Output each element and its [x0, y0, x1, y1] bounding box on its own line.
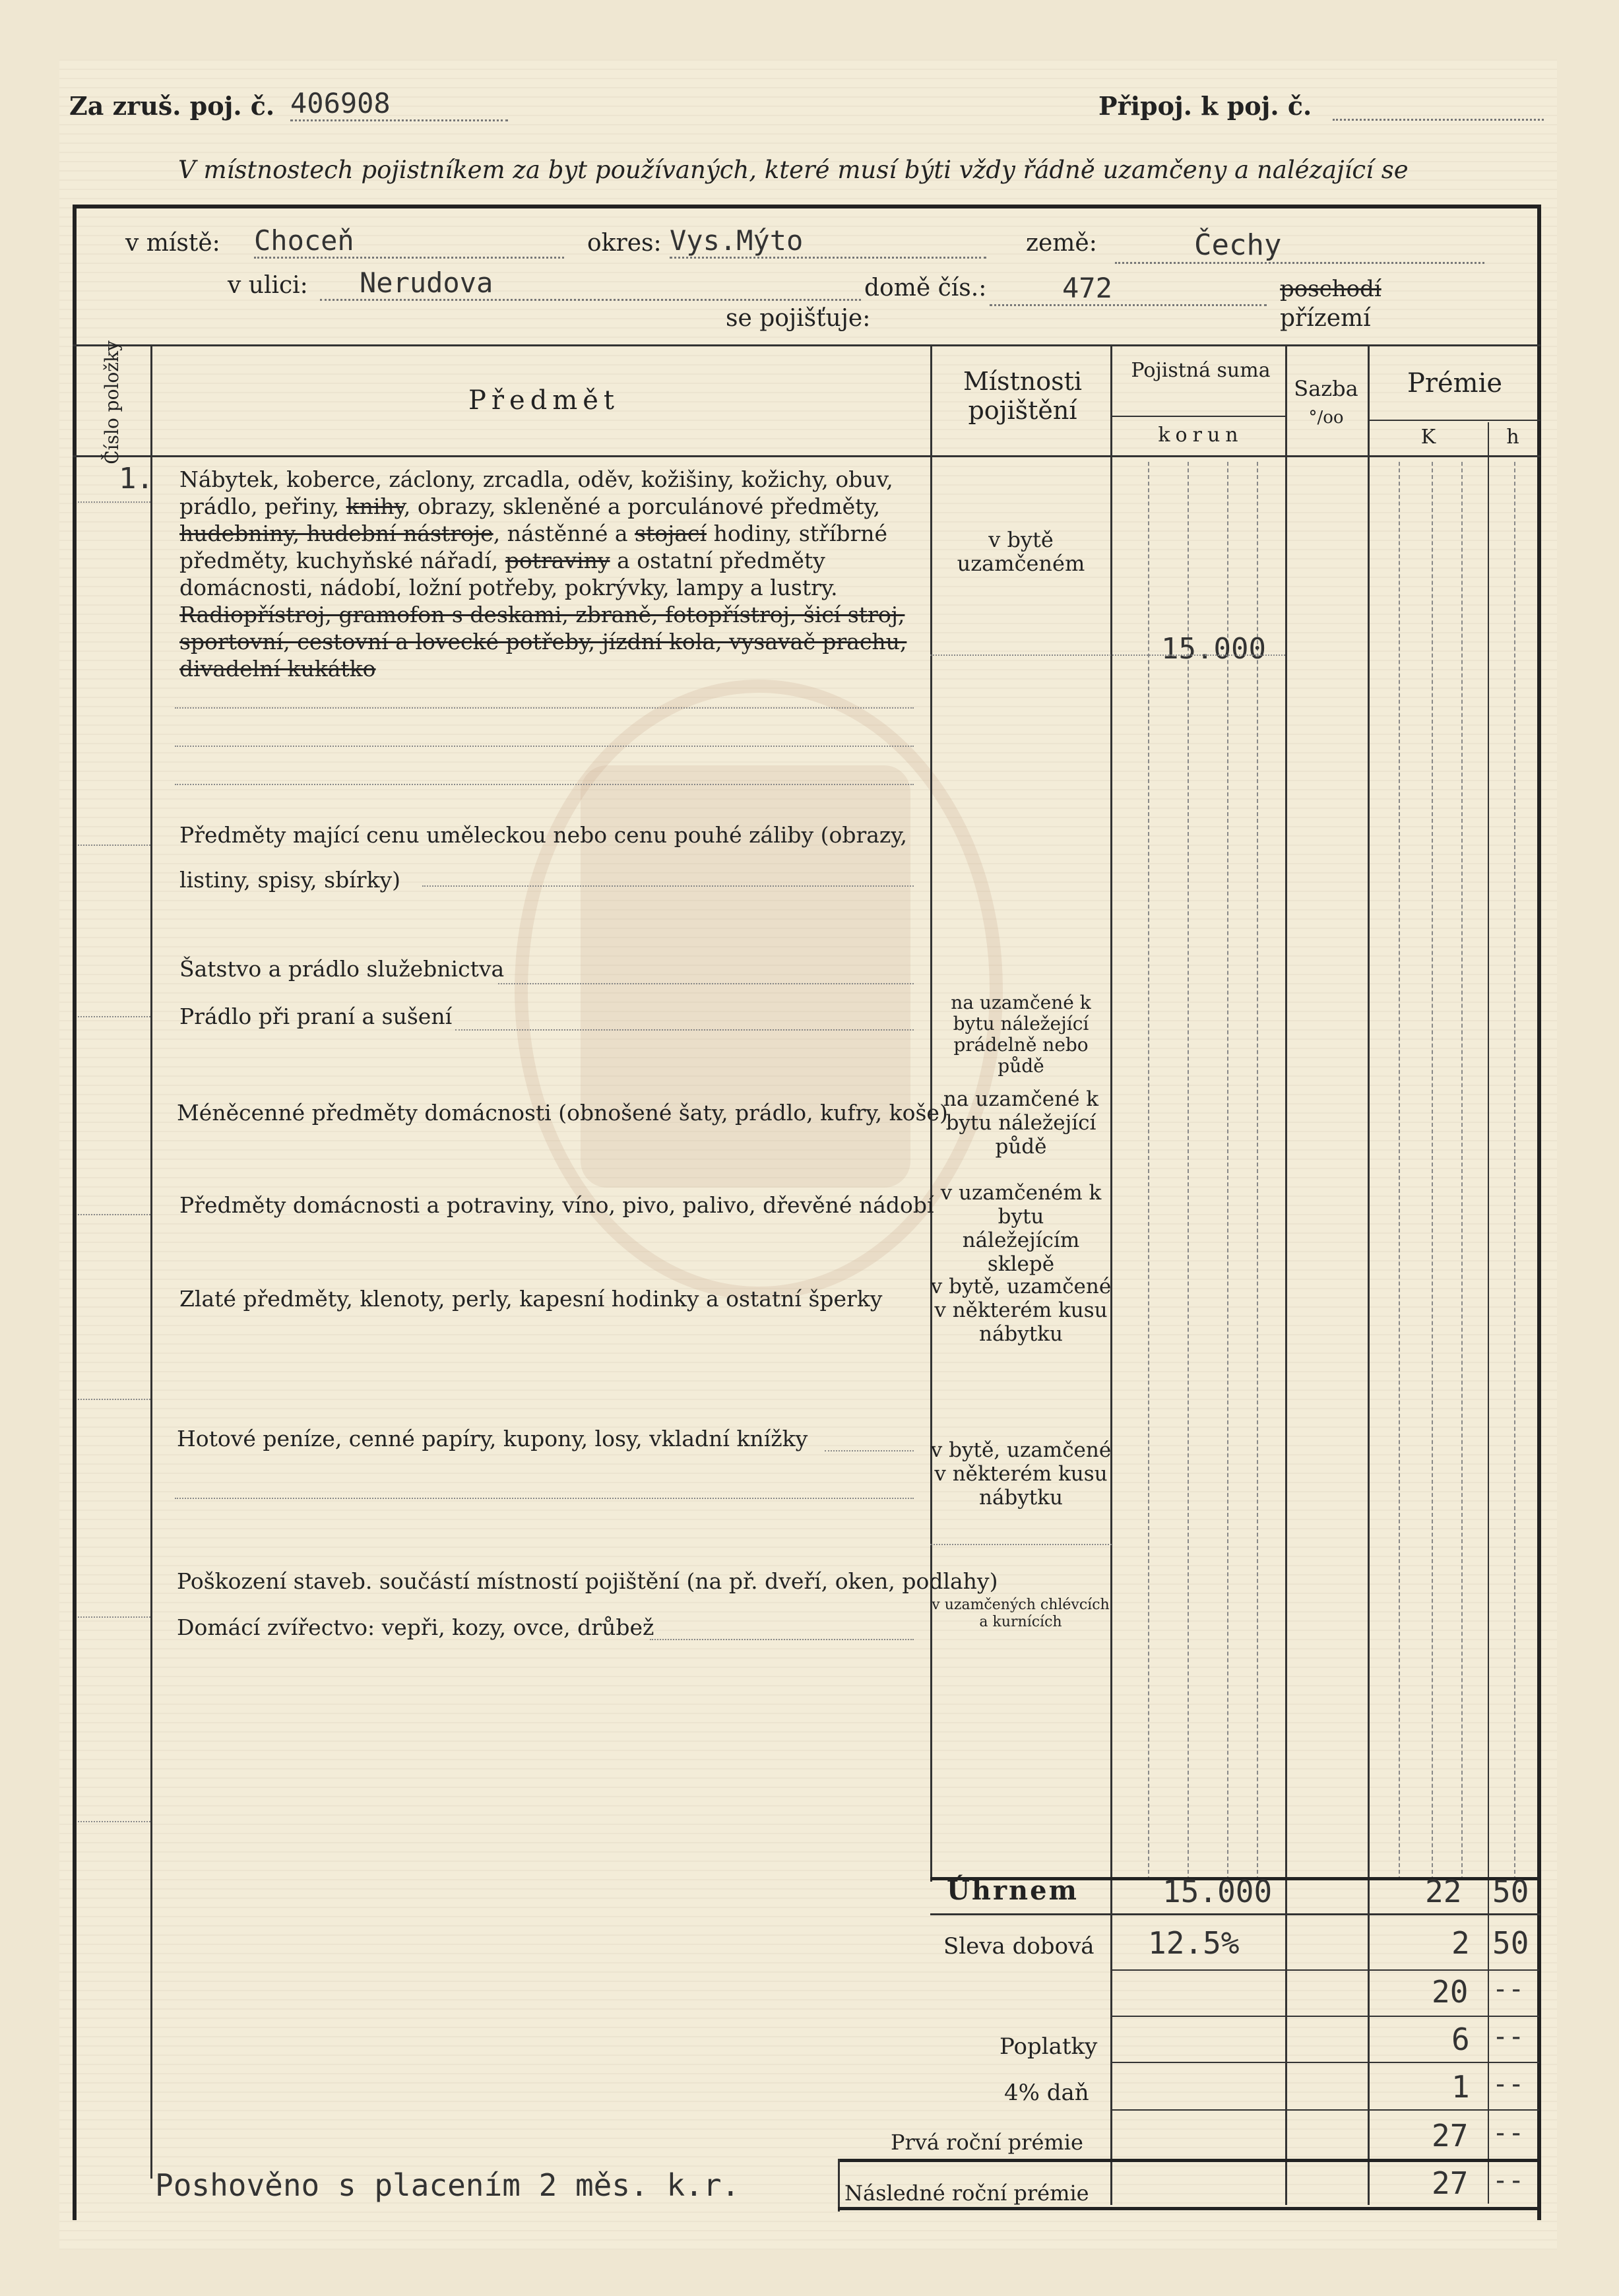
- col-sum-header: Pojistná suma: [1131, 359, 1271, 382]
- animals-rooms: v uzamčených chlévcích a kurnících: [932, 1597, 1110, 1630]
- grid-line: [1461, 462, 1463, 1880]
- frame-right: [1537, 205, 1541, 2220]
- col-line-rate: [1368, 344, 1370, 2205]
- margin-row: [78, 1821, 150, 1822]
- sum-sub-line: [1110, 416, 1285, 417]
- item1-text-a: Nábytek, koberce, záclony, zrcadla, oděv, kožišiny, kožichy, obuv, prádlo, peřiny,: [179, 466, 893, 519]
- item1-struck-2: hudebniny, hudební nástroje: [179, 521, 493, 546]
- discount-h: 50: [1492, 1925, 1529, 1961]
- next-premium-h: --: [1492, 2165, 1525, 2196]
- discount-label: Sleva dobová: [943, 1933, 1095, 1960]
- grid-line: [1227, 462, 1228, 1880]
- col-sum-sub: korun: [1158, 424, 1244, 447]
- subtotal-h: --: [1492, 1974, 1525, 2004]
- place-value: Choceň: [254, 224, 564, 259]
- discount-value: 12.5%: [1148, 1925, 1240, 1961]
- item1-struck-1: knihy: [346, 494, 404, 519]
- margin-row: [78, 1214, 150, 1215]
- gold-rooms: v bytě, uzamčené v některém kusu nábytku: [930, 1275, 1112, 1346]
- place-label: v místě:: [125, 230, 220, 257]
- col-premium-k: K: [1420, 426, 1436, 449]
- floor-value: přízemí: [1280, 305, 1371, 332]
- first-premium-label: Prvá roční prémie: [891, 2130, 1083, 2155]
- item1-sum-line: [930, 654, 1285, 656]
- district-label: okres:: [587, 230, 662, 257]
- header-bottom-line: [73, 455, 1540, 457]
- fees-label: Poplatky: [1000, 2033, 1098, 2060]
- animals-text: Domácí zvířectvo: vepři, kozy, ovce, drůbež: [177, 1614, 654, 1640]
- col-rate-unit: °/oo: [1308, 408, 1344, 428]
- street-label: v ulici:: [228, 272, 308, 299]
- col-rooms-header: Místnosti pojištění: [963, 367, 1083, 425]
- blank-row: [175, 1498, 914, 1499]
- totals-line: [1110, 1969, 1539, 1971]
- laundry-rooms: na uzamčené k bytu náležející prádelně nebo půdě: [951, 992, 1091, 1077]
- servants-text: Šatstvo a prádlo služebnictva: [179, 956, 505, 982]
- house-value: 472: [990, 272, 1267, 306]
- insured-label: se pojišťuje:: [726, 305, 871, 332]
- col-subject-header: Předmět: [468, 385, 619, 416]
- animals-line: [650, 1639, 914, 1640]
- floor-struck: poschodí: [1280, 276, 1381, 302]
- street-value: Nerudova: [320, 267, 861, 301]
- item1-struck-3: stojací: [635, 521, 707, 546]
- header-top-line: [73, 344, 1540, 346]
- subtotal-k: 20: [1432, 1974, 1469, 2010]
- grid-line: [1514, 462, 1515, 1880]
- premium-sub-line: [1368, 420, 1540, 421]
- totals-line: [1110, 2062, 1539, 2063]
- frame-bottom: [838, 2207, 1540, 2210]
- gold-text: Zlaté předměty, klenoty, perly, kapesní hodinky a ostatní šperky: [179, 1286, 883, 1312]
- col-premium-h: h: [1506, 426, 1519, 449]
- margin-row: [78, 845, 150, 846]
- food-rooms: v uzamčeném k bytu náležejícím sklepě: [940, 1181, 1102, 1276]
- cash-rooms: v bytě, uzamčené v některém kusu nábytku: [930, 1438, 1112, 1510]
- blank-row: [930, 1544, 1112, 1545]
- country-value: Čechy: [1115, 228, 1484, 264]
- item1-text-c: , nástěnné a: [493, 521, 628, 546]
- item1-rooms: v bytě uzamčeném: [957, 527, 1085, 576]
- margin-row: [78, 1616, 150, 1618]
- totals-line: [930, 1913, 1540, 1915]
- attach-label: Připoj. k poj. č.: [1098, 91, 1312, 121]
- totals-line: [1110, 2109, 1539, 2111]
- cancel-number: 406908: [290, 87, 508, 121]
- fees-k: 6: [1451, 2022, 1470, 2057]
- margin-row: [78, 1016, 150, 1017]
- blank-row: [175, 707, 914, 709]
- item1-description: [179, 466, 912, 682]
- grid-line: [1432, 462, 1433, 1880]
- lowvalue-rooms: na uzamčené k bytu náležející půdě: [943, 1087, 1099, 1159]
- totals-line: [1110, 2016, 1539, 2017]
- col-line-k-h: [1488, 422, 1489, 2204]
- next-premium-left-line: [838, 2159, 840, 2212]
- damage-text: Poškození staveb. součástí místností pojištění (na př. dveří, oken, podlahy): [177, 1568, 998, 1594]
- grid-line: [1188, 462, 1189, 1880]
- col-line-number: [150, 344, 152, 2179]
- frame-left: [73, 205, 77, 2220]
- sum-h: 50: [1492, 1874, 1529, 1909]
- first-premium-h: --: [1492, 2118, 1525, 2148]
- fees-h: --: [1492, 2022, 1525, 2052]
- house-label: domě čís.:: [864, 274, 987, 302]
- food-text: Předměty domácnosti a potraviny, víno, pivo, palivo, dřevěné nádobí: [179, 1192, 934, 1218]
- art-text: Předměty mající cenu uměleckou nebo cenu pouhé záliby (obrazy, listiny, spisy, sbírky): [179, 822, 908, 893]
- col-rate-header: Sazba: [1294, 376, 1358, 401]
- margin-row: [78, 501, 150, 503]
- item1-struck-5: Radiopřístroj, gramofon s deskami, zbraně, fotopřístroj, šicí stroj, sportovní, cestovní a lovecké potřeby, jízdní kola, vysavač prachu, divadelní kukátko: [179, 602, 907, 682]
- district-value: Vys.Mýto: [670, 224, 986, 259]
- sum-value: 15.000: [1162, 1874, 1273, 1909]
- col-premium-header: Prémie: [1407, 368, 1503, 399]
- attach-number-field: [1333, 92, 1544, 121]
- item1-sum: 15.000: [1161, 632, 1266, 666]
- next-premium-label: Následné roční prémie: [844, 2181, 1089, 2206]
- grid-line: [1399, 462, 1400, 1880]
- grid-line: [1148, 462, 1149, 1880]
- margin-row: [78, 1399, 150, 1400]
- cash-line: [825, 1450, 914, 1451]
- footer-note: Poshověno s placením 2 měs. k.r.: [155, 2167, 740, 2203]
- blank-row: [175, 784, 914, 785]
- sum-label: Úhrnem: [947, 1875, 1079, 1906]
- col-line-sum: [1285, 344, 1287, 2205]
- country-label: země:: [1026, 230, 1097, 257]
- item1-text-d: hodiny, stříbrné předměty, kuchyňské nářadí,: [179, 521, 888, 573]
- next-premium-k: 27: [1432, 2165, 1469, 2201]
- intro-text: V místnostech pojistníkem za byt používaných, které musí býti vždy řádně uzamčeny a nalézající se: [178, 156, 1409, 184]
- cash-text: Hotové peníze, cenné papíry, kupony, losy, vkladní knížky: [177, 1426, 808, 1451]
- tax-label: 4% daň: [1004, 2080, 1089, 2106]
- art-line: [422, 885, 914, 887]
- laundry-line: [455, 1029, 914, 1031]
- col-number-header: [82, 340, 142, 464]
- laundry-text: Prádlo při praní a sušení: [179, 1004, 453, 1029]
- lowvalue-text: Méněcenné předměty domácnosti (obnošené šaty, prádlo, kufry, koše): [177, 1100, 948, 1126]
- tax-k: 1: [1451, 2069, 1470, 2105]
- item1-struck-4: potraviny: [505, 548, 610, 573]
- frame-top: [73, 205, 1540, 208]
- tax-h: --: [1492, 2069, 1525, 2099]
- cancel-label: Za zruš. poj. č.: [69, 91, 275, 121]
- next-premium-top-line: [838, 2159, 1540, 2162]
- col-number-label: Číslo položky: [101, 340, 123, 464]
- first-premium-k: 27: [1432, 2118, 1469, 2153]
- sum-k: 22: [1425, 1874, 1462, 1909]
- grid-line: [1257, 462, 1258, 1880]
- item1-text-e: a ostatní předměty domácnosti, nádobí, ložní potřeby, pokrývky, lampy a lustry.: [179, 548, 838, 600]
- servants-line: [498, 983, 914, 984]
- discount-k: 2: [1451, 1925, 1470, 1961]
- blank-row: [175, 746, 914, 747]
- item1-text-b: , obrazy, skleněné a porculánové předměty,: [403, 494, 881, 519]
- item1-number: 1.: [119, 462, 154, 495]
